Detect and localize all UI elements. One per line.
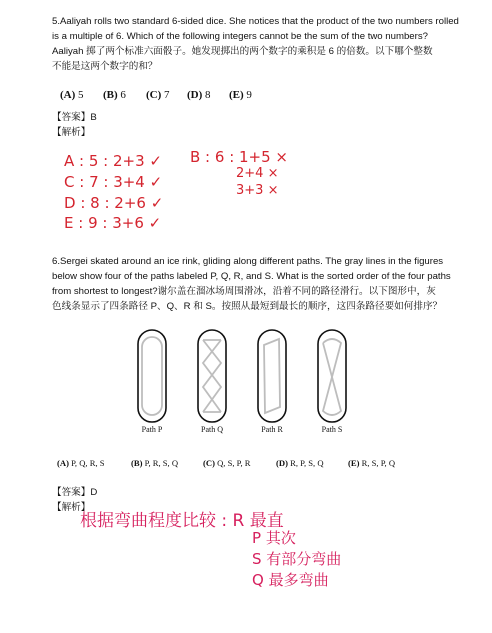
q5-explanation-label: 【解析】 — [52, 127, 91, 138]
q6-choice-d: (D) R, P, S, Q — [276, 458, 324, 468]
q5-note-b: B : 6 : 1+5 × — [190, 148, 289, 166]
q5-note-c: C : 7 : 3+4 ✓ — [64, 173, 163, 191]
q5-text-line1: 5.Aaliyah rolls two standard 6-sided dice. She notices that the product of the two numbers rolled — [52, 16, 459, 27]
q5-text-line4-zh: 不能是这两个数字的和？ — [52, 61, 158, 72]
q5-note-e: E : 9 : 3+6 ✓ — [64, 214, 162, 232]
path-p-figure — [138, 330, 166, 422]
q6-text-line1: 6.Sergei skated around an ice rink, gliding along different paths. The gray lines in the figures — [52, 256, 444, 267]
path-r-figure — [258, 330, 286, 422]
q5-note-b-2: 2+4 × — [236, 166, 279, 181]
q6-text-line3: from shortest to longest?谢尔盖在溜冰场周围滑冰，沿着不同的路径滑行。以下图形中，灰 — [52, 286, 436, 297]
path-p-label: Path P — [141, 425, 163, 434]
q5-answer: 【答案】B — [52, 112, 97, 123]
q6-choice-e: (E) R, S, P, Q — [348, 458, 396, 468]
q6-answer: 【答案】D — [52, 487, 98, 498]
q5-choice-b: (B) 6 — [103, 89, 126, 101]
q5-text-line3-zh: Aaliyah 掷了两个标准六面骰子。她发现掷出的两个数字的乘积是 6 的倍数。以下哪个整数 — [52, 46, 433, 57]
q5-choice-e: (E) 9 — [229, 89, 252, 101]
q5-note-d: D : 8 : 2+6 ✓ — [64, 194, 164, 212]
q6-choice-a: (A) P, Q, R, S — [57, 458, 105, 468]
path-q-figure — [198, 330, 226, 422]
path-figures — [0, 325, 492, 435]
path-s-figure — [318, 330, 346, 422]
q6-note-p: P 其次 — [252, 529, 296, 547]
path-s-label: Path S — [321, 425, 343, 434]
q5-choice-d: (D) 8 — [187, 89, 211, 101]
q6-note-q: Q 最多弯曲 — [252, 571, 329, 589]
q6-text-line2: below show four of the paths labeled P, Q, R, and S. What is the sorted order of the four paths — [52, 271, 451, 282]
q6-choice-c: (C) Q, S, P, R — [203, 458, 251, 468]
q5-choice-a: (A) 5 — [60, 89, 84, 101]
q6-explanation-label: 【解析】 — [52, 502, 91, 513]
q5-text-line2: is a multiple of 6. Which of the following integers cannot be the sum of the two numbers? — [52, 31, 428, 42]
q5-note-a: A : 5 : 2+3 ✓ — [64, 152, 162, 170]
path-r-label: Path R — [261, 425, 283, 434]
path-q-label: Path Q — [201, 425, 223, 434]
q5-choice-c: (C) 7 — [146, 89, 170, 101]
q6-note-s: S 有部分弯曲 — [252, 550, 342, 568]
q5-note-b-3: 3+3 × — [236, 183, 279, 198]
q6-note-lead: 根据弯曲程度比较 : R 最直 — [80, 511, 284, 531]
q6-text-line4-zh: 色线条显示了四条路径 P、Q、R 和 S。按照从最短到最长的顺序，这四条路径要如何排序？ — [52, 301, 443, 312]
q6-choice-b: (B) P, R, S, Q — [131, 458, 179, 468]
